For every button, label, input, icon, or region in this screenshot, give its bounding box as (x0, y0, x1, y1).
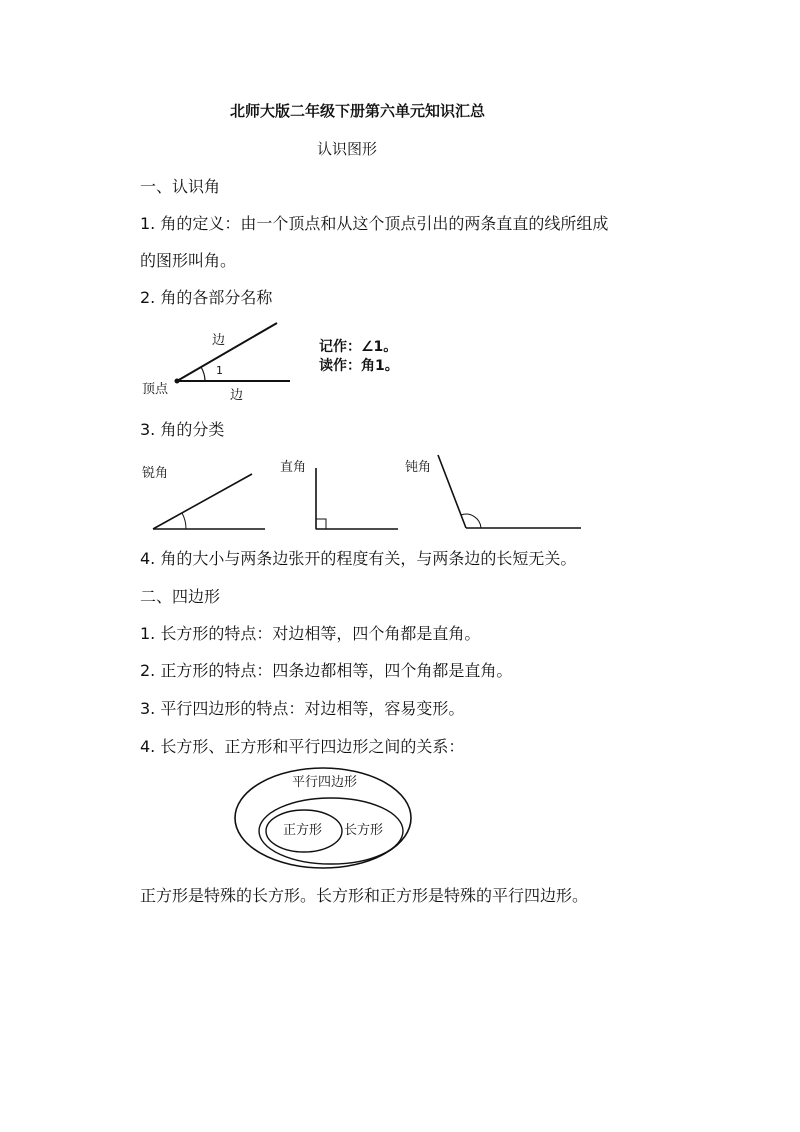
parallelogram-features: 3. 平行四边形的特点：对边相等，容易变形。 (140, 699, 465, 718)
section-heading-quadrilaterals: 二、四边形 (140, 587, 221, 606)
angle-size-note: 4. 角的大小与两条边张开的程度有关，与两条边的长短无关。 (140, 549, 577, 568)
angle-side-top-line (177, 323, 277, 381)
label-acute: 锐角 (142, 466, 169, 481)
shapes-relationship-heading: 4. 长方形、正方形和平行四边形之间的关系： (140, 737, 465, 756)
venn-label-parallelogram: 平行四边形 (292, 775, 358, 790)
right-angle-mark (316, 519, 326, 529)
angle-definition-line1: 1. 角的定义：由一个顶点和从这个顶点引出的两条直直的线所组成 (140, 214, 609, 233)
vertex-dot (175, 379, 180, 384)
shapes-conclusion: 正方形是特殊的长方形。长方形和正方形是特殊的平行四边形。 (140, 886, 589, 905)
obtuse-side-line (438, 455, 466, 528)
label-side-bottom: 边 (230, 388, 244, 403)
section-heading-angles: 一、认识角 (140, 177, 221, 196)
label-angle-mark: 1 (216, 364, 223, 377)
page-title: 北师大版二年级下册第六单元知识汇总 (230, 102, 486, 120)
angle-notation: 记作：∠1。 (319, 339, 398, 355)
page-subtitle: 认识图形 (317, 140, 378, 158)
label-side-top: 边 (212, 333, 226, 348)
angle-definition-line2: 的图形叫角。 (140, 251, 237, 270)
acute-side-line (153, 474, 252, 529)
venn-label-rectangle: 长方形 (344, 823, 384, 838)
venn-label-square: 正方形 (283, 823, 323, 838)
angle-types-heading: 3. 角的分类 (140, 420, 225, 439)
angle-reading: 读作：角1。 (319, 358, 399, 374)
square-features: 2. 正方形的特点：四条边都相等，四个角都是直角。 (140, 661, 513, 680)
acute-arc (182, 513, 186, 529)
label-obtuse: 钝角 (405, 460, 432, 475)
angle-arc (201, 367, 205, 381)
label-vertex: 顶点 (142, 382, 169, 397)
rectangle-features: 1. 长方形的特点：对边相等，四个角都是直角。 (140, 624, 481, 643)
label-right: 直角 (280, 460, 307, 475)
angle-parts-heading: 2. 角的各部分名称 (140, 288, 273, 307)
